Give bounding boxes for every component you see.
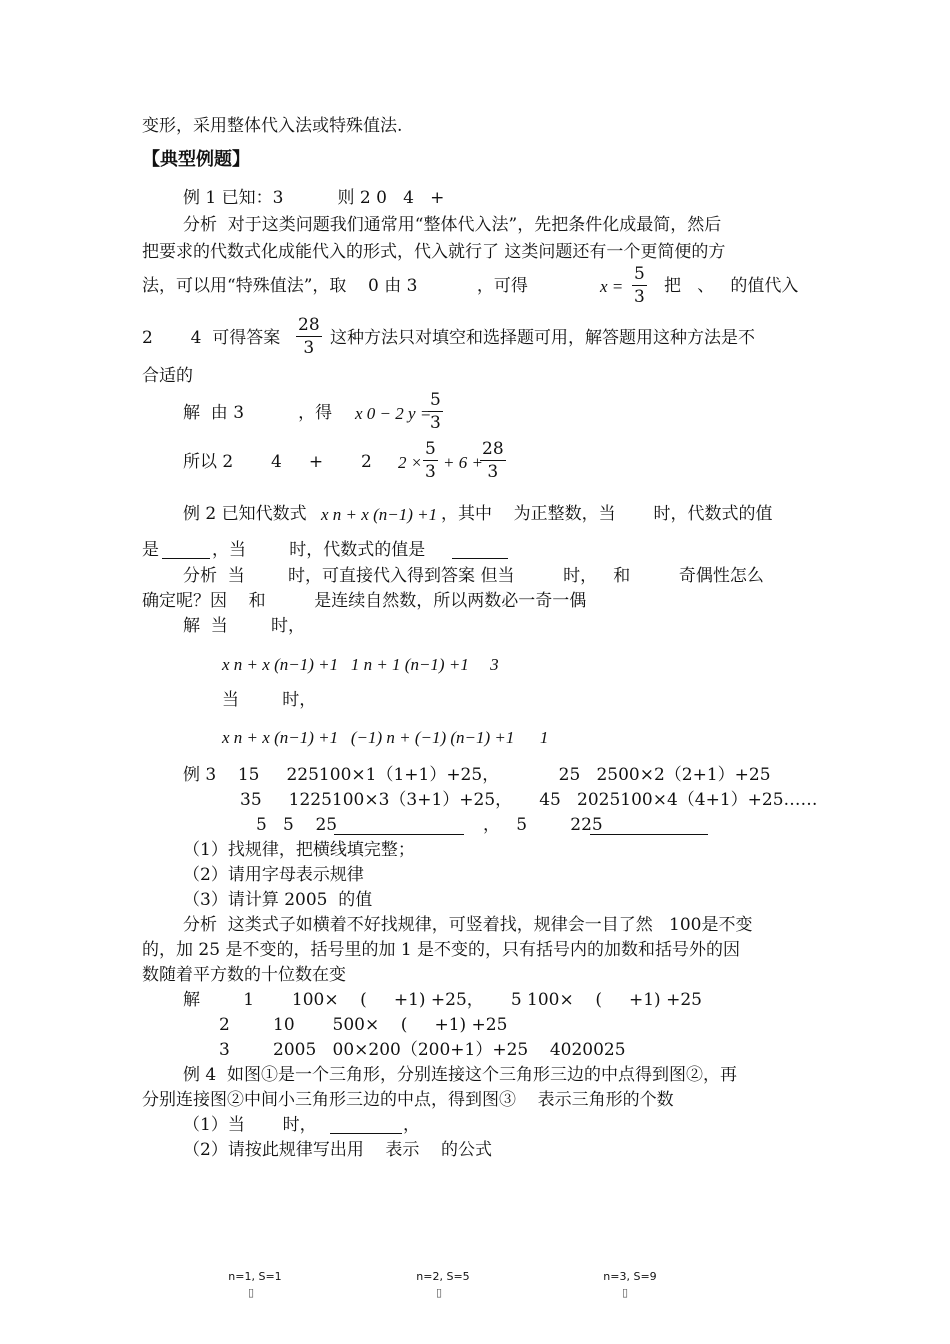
figure-caption: n=2, S=5	[416, 1270, 470, 1283]
figure-placeholder-icon: ▯	[248, 1286, 255, 1299]
fraction-denominator: 3	[487, 462, 499, 482]
solution-line: 所以 2 4 + 2	[183, 452, 372, 472]
fraction-denominator: 3	[634, 287, 645, 307]
text-line: ，其中 为正整数，当 时，代数式的值	[441, 504, 773, 524]
fraction-numerator: 5	[634, 264, 645, 284]
fraction-denominator: 3	[430, 413, 441, 433]
solution-line: 解 由 3 ，得	[183, 403, 333, 423]
figure-placeholder-icon: ▯	[436, 1286, 443, 1299]
fraction-denominator: 3	[303, 338, 315, 358]
analysis-line: 分析 这类式子如横着不好找规律，可竖着找，规律会一目了然 100是不变	[183, 915, 753, 935]
text-line: 的，加 25 是不变的，括号里的加 1 是不变的，只有括号内的加数和括号外的因	[142, 940, 741, 960]
example-4-statement: 例 4 如图①是一个三角形，分别连接这个三角形三边的中点得到图②，再	[183, 1065, 738, 1085]
example-1-statement: 例 1 已知：3 则 2 0 4 +	[183, 188, 445, 208]
answer-blank[interactable]	[590, 834, 708, 835]
fraction	[423, 441, 438, 481]
analysis-line: 分析 对于这类问题我们通常用“整体代入法”，先把条件化成最简，然后	[183, 215, 722, 235]
example-3-statement: 例 3 15 225100×1（1+1）+25， 25 2500×2（2+1）+25	[183, 765, 771, 785]
example-2-statement: 例 2 已知代数式	[183, 504, 307, 524]
text-line: 数随着平方数的十位数在变	[142, 965, 346, 985]
text-line: 5 5 25	[256, 815, 338, 835]
math-expression: x n + x (n−1) +1 1 n + 1 (n−1) +1 3	[222, 655, 499, 674]
figure-caption: n=1, S=1	[228, 1270, 282, 1283]
text-line: 2 4 可得答案	[142, 328, 281, 348]
answer-blank[interactable]	[162, 558, 210, 559]
math-expression: x =	[600, 277, 624, 296]
math-expression: x 0 − 2 y =	[355, 404, 432, 423]
fraction-numerator: 5	[425, 439, 436, 459]
fraction-denominator: 3	[425, 462, 436, 482]
text-line: 把 、 的值代入	[664, 276, 799, 296]
text-line: 把要求的代数式化成能代入的形式，代入就行了 这类问题还有一个更简便的方	[142, 242, 726, 262]
fraction-numerator: 28	[298, 315, 320, 335]
text-line: 合适的	[142, 366, 193, 386]
math-expression: x n + x (n−1) +1 (−1) n + (−1) (n−1) +1 1	[222, 728, 549, 747]
math-expression: x n + x (n−1) +1	[321, 505, 438, 524]
fraction-numerator: 5	[430, 390, 441, 410]
text-line: 35 1225100×3（3+1）+25， 45 2025100×4（4+1）+25……	[240, 790, 818, 810]
question-item: （2）请用字母表示规律	[183, 865, 364, 885]
analysis-line: 分析 当 时，可直接代入得到答案 但当 时， 和 奇偶性怎么	[183, 566, 764, 586]
solution-line: 3 2005 00×200（200+1）+25 4020025	[219, 1040, 626, 1060]
text-line: ， 5 225	[483, 815, 603, 835]
solution-line: 解 当 时，	[183, 616, 306, 636]
fraction	[296, 317, 322, 357]
math-expression: + 6 +	[443, 453, 483, 472]
solution-line: 解 1 100× ( +1) +25， 5 100× ( +1) +25	[183, 990, 702, 1010]
text-line: 分别连接图②中间小三角形三边的中点，得到图③ 表示三角形的个数	[142, 1090, 674, 1110]
answer-blank[interactable]	[334, 834, 464, 835]
fraction-numerator: 28	[482, 439, 504, 459]
answer-blank[interactable]	[452, 558, 508, 559]
fraction	[480, 441, 506, 481]
answer-blank[interactable]	[330, 1133, 402, 1134]
question-item: （2）请按此规律写出用 表示 的公式	[183, 1140, 493, 1160]
solution-line: 2 10 500× ( +1) +25	[219, 1015, 508, 1035]
question-item: （1）找规律，把横线填完整；	[183, 840, 415, 860]
text-line: 这种方法只对填空和选择题可用，解答题用这种方法是不	[330, 328, 755, 348]
text-line: ，当 时，代数式的值是	[212, 540, 426, 560]
fraction	[632, 266, 647, 306]
question-item: （1）当 时，	[183, 1115, 317, 1135]
fraction	[428, 392, 443, 432]
text-line: ，	[403, 1115, 420, 1135]
figure-placeholder-icon: ▯	[622, 1286, 629, 1299]
text-line: 当 时，	[222, 690, 317, 710]
figure-caption: n=3, S=9	[603, 1270, 657, 1283]
text-line: 变形，采用整体代入法或特殊值法.	[142, 116, 403, 136]
math-expression: 2 ×	[398, 453, 423, 472]
text-line: 确定呢？因 和 是连续自然数，所以两数必一奇一偶	[142, 591, 587, 611]
question-item: （3）请计算 2005 的值	[183, 890, 373, 910]
text-line: 是	[142, 540, 159, 560]
section-heading: 【典型例题】	[142, 149, 250, 170]
text-line: 法，可以用“特殊值法”，取 0 由 3 ，可得	[142, 276, 528, 296]
